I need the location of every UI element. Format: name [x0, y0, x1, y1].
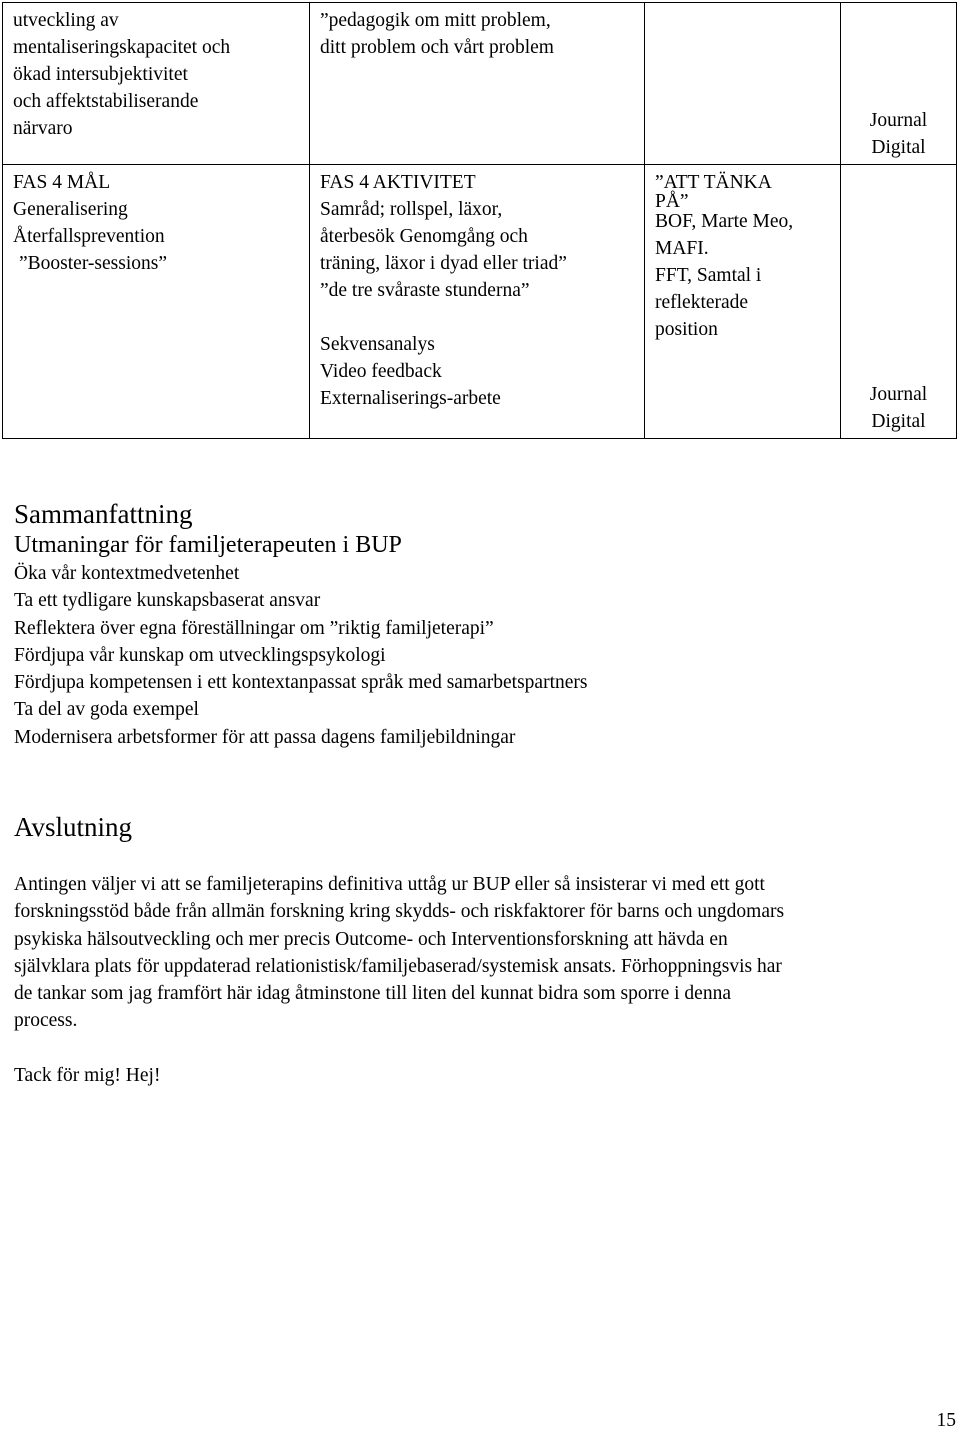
spacer [320, 304, 634, 331]
activity-cell [310, 3, 645, 165]
column-header-think: ”ATT TÄNKA [655, 172, 772, 193]
column-header-activity: FAS 4 AKTIVITET [320, 172, 476, 193]
column-header-goal: FAS 4 MÅL [13, 172, 111, 193]
paragraph-line: process. [14, 1010, 78, 1032]
cell-text: Video feedback [320, 361, 442, 382]
column-header-think: PÅ” [655, 191, 689, 212]
cell-text: MAFI. [655, 238, 709, 259]
cell-text: Sekvensanalys [320, 334, 435, 355]
phase-table [2, 2, 957, 439]
list-item: Fördjupa vår kunskap om utvecklingspsykologi [14, 644, 386, 666]
think-cell [645, 3, 841, 165]
list-item: Ta del av goda exempel [14, 699, 199, 721]
cell-text: Samråd; rollspel, läxor, [320, 199, 503, 220]
cell-text: reflekterade [655, 292, 749, 313]
list-item: Öka vår kontextmedvetenhet [14, 563, 240, 584]
summary-heading: Sammanfattning [14, 499, 193, 529]
cell-text: ”pedagogik om mitt problem, [320, 10, 551, 31]
paragraph-line: självklara plats för uppdaterad relationistisk/familjebaserad/systemisk ansats. Förhoppningsvis har [14, 955, 782, 977]
list-item: Fördjupa kompetensen i ett kontextanpassat språk med samarbetspartners [14, 672, 588, 694]
summary-subheading: Utmaningar för familjeterapeuten i BUP [14, 532, 402, 558]
paragraph-line: de tankar som jag framfört här idag åtminstone till liten del kunnat bidra som sporre i denna [14, 983, 731, 1005]
cell-text: Journal [869, 110, 928, 131]
journal-cell [841, 3, 957, 165]
cell-text: ”Booster-sessions” [19, 253, 168, 274]
goal-cell [3, 3, 310, 165]
list-item: Ta ett tydligare kunskapsbaserat ansvar [14, 590, 321, 612]
cell-text: ökad intersubjektivitet [13, 64, 188, 85]
journal-cell [841, 165, 957, 439]
cell-text: FFT, Samtal i [655, 265, 762, 286]
list-item: Reflektera över egna föreställningar om ”riktig familjeterapi” [14, 617, 494, 639]
cell-text: Journal [869, 384, 928, 405]
cell-text: Återfallsprevention [13, 226, 165, 247]
paragraph-line: Antingen väljer vi att se familjeterapins definitiva uttåg ur BUP eller så insisterar vi med ett gott [14, 874, 765, 895]
table-row [3, 3, 957, 165]
cell-text: återbesök Genomgång och [320, 226, 528, 247]
cell-text: BOF, Marte Meo, [655, 211, 794, 232]
paragraph-line: psykiska hälsoutveckling och mer precis Outcome- och Interventionsforskning att hävda en [14, 928, 728, 950]
list-item: Modernisera arbetsformer för att passa dagens familjebildningar [14, 726, 516, 748]
closing-line: Tack för mig! Hej! [14, 1065, 161, 1086]
cell-text: Externaliserings-arbete [320, 388, 501, 409]
cell-text: Generalisering [13, 199, 128, 220]
think-cell [645, 165, 841, 439]
conclusion-paragraph [14, 871, 944, 1035]
conclusion-section [14, 810, 944, 844]
page-number: 15 [936, 1410, 956, 1431]
cell-text: närvaro [13, 118, 73, 139]
cell-text: utveckling av [13, 10, 119, 31]
cell-text: Digital [871, 137, 926, 158]
cell-text: ditt problem och vårt problem [320, 37, 554, 58]
cell-text: Digital [871, 411, 926, 432]
cell-text: och affektstabiliserande [13, 91, 199, 112]
cell-text: position [655, 319, 718, 340]
cell-text: ”de tre svåraste stunderna” [320, 280, 530, 301]
paragraph-line: forskningsstöd både från allmän forskning kring skydds- och riskfaktorer för barns och ungdomars [14, 901, 785, 923]
table-row [3, 165, 957, 439]
conclusion-heading: Avslutning [14, 812, 133, 842]
cell-text: mentaliseringskapacitet och [13, 37, 231, 58]
goal-cell [3, 165, 310, 439]
activity-cell [310, 165, 645, 439]
cell-text: träning, läxor i dyad eller triad” [320, 253, 567, 274]
summary-section [14, 497, 944, 751]
